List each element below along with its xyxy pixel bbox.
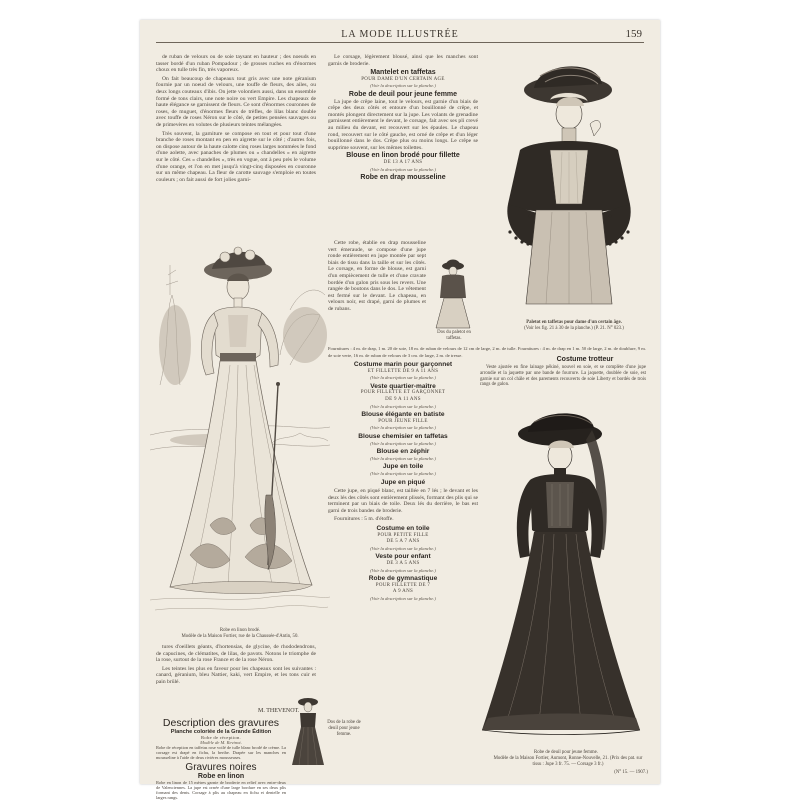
- caption-title: Robe en linon brodé.: [219, 628, 261, 633]
- small-figure-caption: Dos de la robe de deuil pour jeune femme.: [327, 720, 361, 737]
- heading-robe-deuil: Robe de deuil pour jeune femme: [348, 90, 458, 98]
- sub: POUR FILLETTE ET GARÇONNET: [360, 390, 446, 396]
- left-intro-text: [156, 54, 316, 185]
- issue-ref: (N° 15. — 1907.): [614, 770, 648, 775]
- heading-mantelet: Mantelet en taffetas: [370, 69, 436, 77]
- sub-blouse-linon: DE 13 A 17 ANS: [383, 159, 423, 165]
- item-text: Robe de réception en taffetas rose voilé de tulle blanc brodé de crème. La corsage est drapé en fichu, la berthe. Drapée sur les manches en mousseline à l'aide de deux rivières mousseuses.: [156, 745, 286, 761]
- note-blouse-linon: (Voir la description sur la planche.): [370, 166, 436, 172]
- caption-credit: Modèle de la Maison Fortier, rue de la Chaussée-d'Antin, 50.: [181, 633, 299, 639]
- author-signature: M. THEVENOT.: [258, 708, 300, 714]
- running-head: LA MODE ILLUSTRÉE: [341, 29, 459, 40]
- figure-robe-en-linon: [150, 235, 330, 630]
- heading-blouse-chemisier: Blouse chemisier en taffetas: [358, 432, 448, 440]
- small-paletot-caption: Dos du paletot en taffetas.: [437, 330, 471, 341]
- figure-caption: [170, 628, 310, 640]
- figure-small-mourning-back: [288, 695, 328, 767]
- figure-paletot-taffetas: [490, 54, 650, 319]
- paragraph: Le corsage, légèrement blousé, ainsi que les manches sont garnis de broderie.: [328, 54, 478, 67]
- middle-list: [328, 362, 478, 603]
- sub: POUR JEUNE FILLE: [378, 418, 428, 424]
- sub: POUR PETITE FILLE: [377, 532, 429, 538]
- note: (Voir la description sur la planche.): [370, 567, 436, 573]
- section-title: Description des gravures: [162, 717, 280, 729]
- sub: ET FILLETTE DE 9 A 11 ANS: [367, 368, 439, 374]
- paragraph: La jupe de crêpe laine, tout le velours, est garnie d'un biais de crêpe des deux côtés et entoure d'un bouillonné de crêpe, et montés plongent directement sur la jupe. Les volants de grenadine garnissent entièrement le devant, le corsage, fait avec ses pli crevé au milieu du devant, est recouvert sur les épaules. Le chapeau rond, recouvert sur le côté gauche, est orné de crêpe et d'un léger bouillonné dans le dos. Crêpe plus ou moins longs. Le crêpe se supprime souvent, sur les mêmes toilettes.: [328, 98, 478, 151]
- paragraph: Cette jupe, en piqué blanc, est taillée en 7 lés ; le devant et les deux lés des côtés sont entièrement plissés, formant des plis qui se terminent par un biais de toile. Deux lés du derrière, le bas est garni de trois bandes de broderie.: [328, 488, 478, 514]
- sub: POUR FILLETTE DE 7: [375, 582, 431, 588]
- paragraph: Les teintes les plus en faveur pour les chapeaux sont les suivantes : canard, géranium, bleu Nattier, kaki, vert Empire, et les tons cuir et pain brûlé.: [156, 665, 316, 685]
- sub: DE 3 A 5 ANS: [386, 561, 420, 567]
- black-subtitle: Robe en linon: [197, 772, 245, 780]
- fournitures-right: Fournitures : 4 m. de drap en 1 m. 50 de large, 2 m. de doublure, 9 m. de soie verte, 16 m. de ruban de velours de 3 cm. de large, 2 m. de tresse.: [328, 346, 646, 358]
- header-rule: [156, 42, 644, 43]
- heading-blouse-zephir: Blouse en zéphir: [376, 448, 430, 456]
- paragraph: Fournitures : 5 m. d'étoffe.: [334, 516, 394, 523]
- sub: DE 5 A 7 ANS: [386, 539, 420, 545]
- sub: DE 9 A 11 ANS: [385, 396, 421, 402]
- note: (Voir la description sur la planche.): [370, 596, 436, 601]
- heading-costume-marin: Costume marin pour garçonnet: [353, 361, 453, 368]
- description-section: [156, 717, 286, 800]
- paletot-caption: Paletot en taffetas pour dame d'un certain âge.: [526, 320, 622, 325]
- heading-robe-gymnastique: Robe de gymnastique: [368, 575, 438, 583]
- magazine-page: [140, 20, 660, 800]
- figure-robe-deuil: [480, 400, 648, 748]
- drap-text: [328, 240, 426, 315]
- heading-costume-toile: Costume en toile: [376, 525, 430, 533]
- note: (Voir la description sur la planche.): [370, 403, 436, 409]
- page-number: 159: [625, 28, 642, 40]
- heading-veste-quartier: Veste quartier-maître: [370, 382, 436, 390]
- heading-blouse-linon: Blouse en linon brodé pour fillette: [346, 152, 460, 160]
- note: (Voir la description sur la planche.): [370, 470, 436, 476]
- middle-column: [328, 54, 478, 182]
- fournitures-left: Fournitures : 4 m. de drap, 1 m. 20 de soie, 18 m. de ruban de velours de 12 cm de large, 2 m. de tulle.: [328, 346, 517, 351]
- section-subtitle: Planche coloriée de la Grande Édition: [170, 729, 272, 735]
- heading-blouse-batiste: Blouse élégante en batiste: [361, 411, 445, 419]
- note: (Voir la description sur la planche.): [370, 440, 436, 446]
- item-note: Modèle de M. Revinot.: [200, 740, 242, 745]
- note-mantelet: (Voir la description sur la planche.): [370, 83, 436, 89]
- paragraph: Cette robe, établie en drap mousseline vert émeraude, se compose d'une jupe ronde entièrement en jupe montée par sept biais de tissu dans la taille et sur les côtés. Le corsage, en forme de blouse, est garni d'un empiècement de tulle et d'une cravate bordée d'un galon pris sous les revers. Une rangée de boutons dans le dos. Le vêtement est fermé sur le devant. Le chapeau, en velours noir, est drapé, garni de plumes et de rubans.: [328, 240, 426, 312]
- left-continued-text: [156, 644, 316, 688]
- note: (Voir la description sur la planche.): [370, 425, 436, 431]
- note: (Voir la description sur la planche.): [370, 455, 436, 461]
- sub: A 9 ANS: [392, 589, 414, 595]
- note: (Voir la description sur la planche.): [370, 545, 436, 551]
- paragraph: Très souvent, la garniture se compose en tout et pour tout d'une branche de roses montant en pen en aigrette sur le côté ; d'autres fois, on dispose autour de la haute calotte cinq roses larges nommées le fond d'une aolette, avec panaches de plumes ou « chandelles » en aigrette sur le côté. Ces « chandelles », très en vogue, ont à peu près le volume d'une orange, et l'on en met jusqu'à vingt-cinq disposées en couronne sur un même chapeau. La fleur de carotte sauvage s'emploie en toutes couleurs ; on fait aussi de fort jolies garni-: [156, 130, 316, 183]
- black-text: Robe en linon de 15 mètres garnie de broderie en relief avec entre-deux de Valenciennes. La jupe est ornée d'une large bordure en ses deux plis formant des dents. Corsage à plis au chapeau en fichu et dentelle en larges rangs.: [156, 779, 286, 800]
- paragraph: Veste ajustée en fine lainage pékiné, nouvel en soie, et se complète d'une jupe arrondie et la jaquette par une bande de fourrure. La jaquette, doublée de soie, est garnie sur un col châle et des parements recouverts de soie Liberty et bordés de trois rangs de galon.: [480, 365, 646, 388]
- item-title: Robe de réception.: [201, 735, 241, 740]
- heading-robe-drap: Robe en drap mousseline: [360, 174, 446, 182]
- heading-veste-enfant: Veste pour enfant: [375, 553, 431, 561]
- heading-costume-trotteur: Costume trotteur: [556, 356, 614, 363]
- section-title-black: Gravures noires: [185, 761, 257, 773]
- mourning-caption-note: Modèle de la Maison Fortier, Aumont, Ronne-Nouvelle, 21. (Prix des pat. sur tissu : Jupe 3 fr. 75. — Corsage 3 fr.): [493, 756, 643, 767]
- paragraph: tures d'oeillets géants, d'hortensias, de glycine, de rhododendrons, de capucines, de clématites, de lilas, de pavots. Notons le triomphe de la rose, surtout de la rose France et de la rose Néron.: [156, 644, 316, 664]
- note: (Voir la description sur la planche.): [370, 375, 436, 381]
- heading-jupe-pique: Jupe en piqué: [380, 478, 426, 486]
- figure-small-paletot-back: [432, 258, 474, 330]
- mourning-caption: Robe de deuil pour jeune femme.: [534, 750, 598, 755]
- paletot-caption-note: (Voir les fig. 21 à 30 de la planche.) (P. 21. N° 023.): [524, 326, 624, 331]
- paragraph: de ruban de velours ou de soie taysant en hauteur ; des noeuds en tasser bordé d'un ruban Pompadour ; de grosses ruches en d'énormes choux en tulle très fin, très vaporeux.: [156, 54, 316, 74]
- sub-mantelet: POUR DAME D'UN CERTAIN AGE: [361, 76, 445, 82]
- costume-trotteur-text: [480, 365, 646, 390]
- paragraph: On fait beaucoup de chapeaux tout gris avec une note géranium fournie par un noeud de velours, une touffe de fleurs, des ailes, ou deux longs couteaux d'ibis. On jette volontiers aussi, dans un ensemble formé de tons clairs, une note noire ou vert Empire. Les chapeaux de haute élégance se garnissent de fleurs. Ce sont d'énormes couronnes de roses, de muguet, d'énormes fleurs de trèfles, de lilas blanc double avec touffe de roses Néron sur le côté, de petites pensées sauvages ou de primevères en volutes de plusieurs teintes mélangées.: [156, 75, 316, 128]
- heading-jupe-toile: Jupe en toile: [382, 463, 424, 471]
